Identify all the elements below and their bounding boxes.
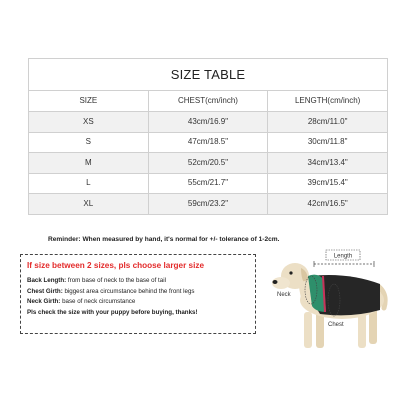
length-cell: 28cm/11.0" bbox=[268, 112, 388, 133]
header-size: SIZE bbox=[29, 91, 149, 112]
table-row bbox=[29, 153, 388, 174]
chest-label: Chest bbox=[328, 322, 344, 328]
size-cell: S bbox=[29, 132, 149, 153]
header-length: LENGTH(cm/inch) bbox=[268, 91, 388, 112]
chest-girth-label: Chest Girth: bbox=[27, 287, 63, 295]
back-length-label: Back Length: bbox=[27, 277, 67, 284]
length-cell: 42cm/16.5" bbox=[268, 194, 388, 215]
back-length-text: from base of neck to the base of tail bbox=[66, 277, 166, 284]
measurement-info-box bbox=[20, 254, 256, 334]
table-row bbox=[29, 112, 388, 133]
neck-girth-text: base of neck circumstance bbox=[60, 298, 136, 305]
table-row bbox=[29, 173, 388, 194]
length-cell: 30cm/11.8" bbox=[268, 132, 388, 153]
length-cell: 39cm/15.4" bbox=[268, 173, 388, 194]
neck-girth-line bbox=[27, 298, 249, 305]
chest-cell: 47cm/18.5" bbox=[148, 132, 268, 153]
table-row bbox=[29, 132, 388, 153]
size-warning: If size between 2 sizes, pls choose larger size bbox=[27, 261, 205, 270]
size-cell: L bbox=[29, 173, 149, 194]
neck-girth-label: Neck Girth: bbox=[27, 298, 61, 305]
dog-measurement-figure bbox=[266, 246, 396, 358]
table-title: SIZE TABLE bbox=[29, 59, 388, 91]
length-label: Length bbox=[333, 253, 353, 260]
size-table bbox=[28, 58, 388, 215]
back-length-line bbox=[27, 277, 249, 284]
reminder-text: Reminder: When measured by hand, it's normal for +/- tolerance of 1-2cm. bbox=[48, 236, 280, 243]
header-chest: CHEST(cm/inch) bbox=[148, 91, 268, 112]
chest-cell: 52cm/20.5" bbox=[148, 153, 268, 174]
size-cell: XS bbox=[29, 112, 149, 133]
size-cell: M bbox=[29, 153, 149, 174]
final-note: Pls check the size with your puppy before buying, thanks! bbox=[27, 308, 198, 316]
chest-girth-text: biggest area circumstance behind the front legs bbox=[62, 287, 195, 295]
chest-cell: 43cm/16.9" bbox=[148, 112, 268, 133]
neck-label: Neck bbox=[277, 292, 291, 298]
length-cell: 34cm/13.4" bbox=[268, 153, 388, 174]
chest-cell: 55cm/21.7" bbox=[148, 173, 268, 194]
chest-girth-line bbox=[27, 288, 249, 295]
size-cell: XL bbox=[29, 194, 149, 215]
chest-cell: 59cm/23.2" bbox=[148, 194, 268, 215]
table-row bbox=[29, 194, 388, 215]
